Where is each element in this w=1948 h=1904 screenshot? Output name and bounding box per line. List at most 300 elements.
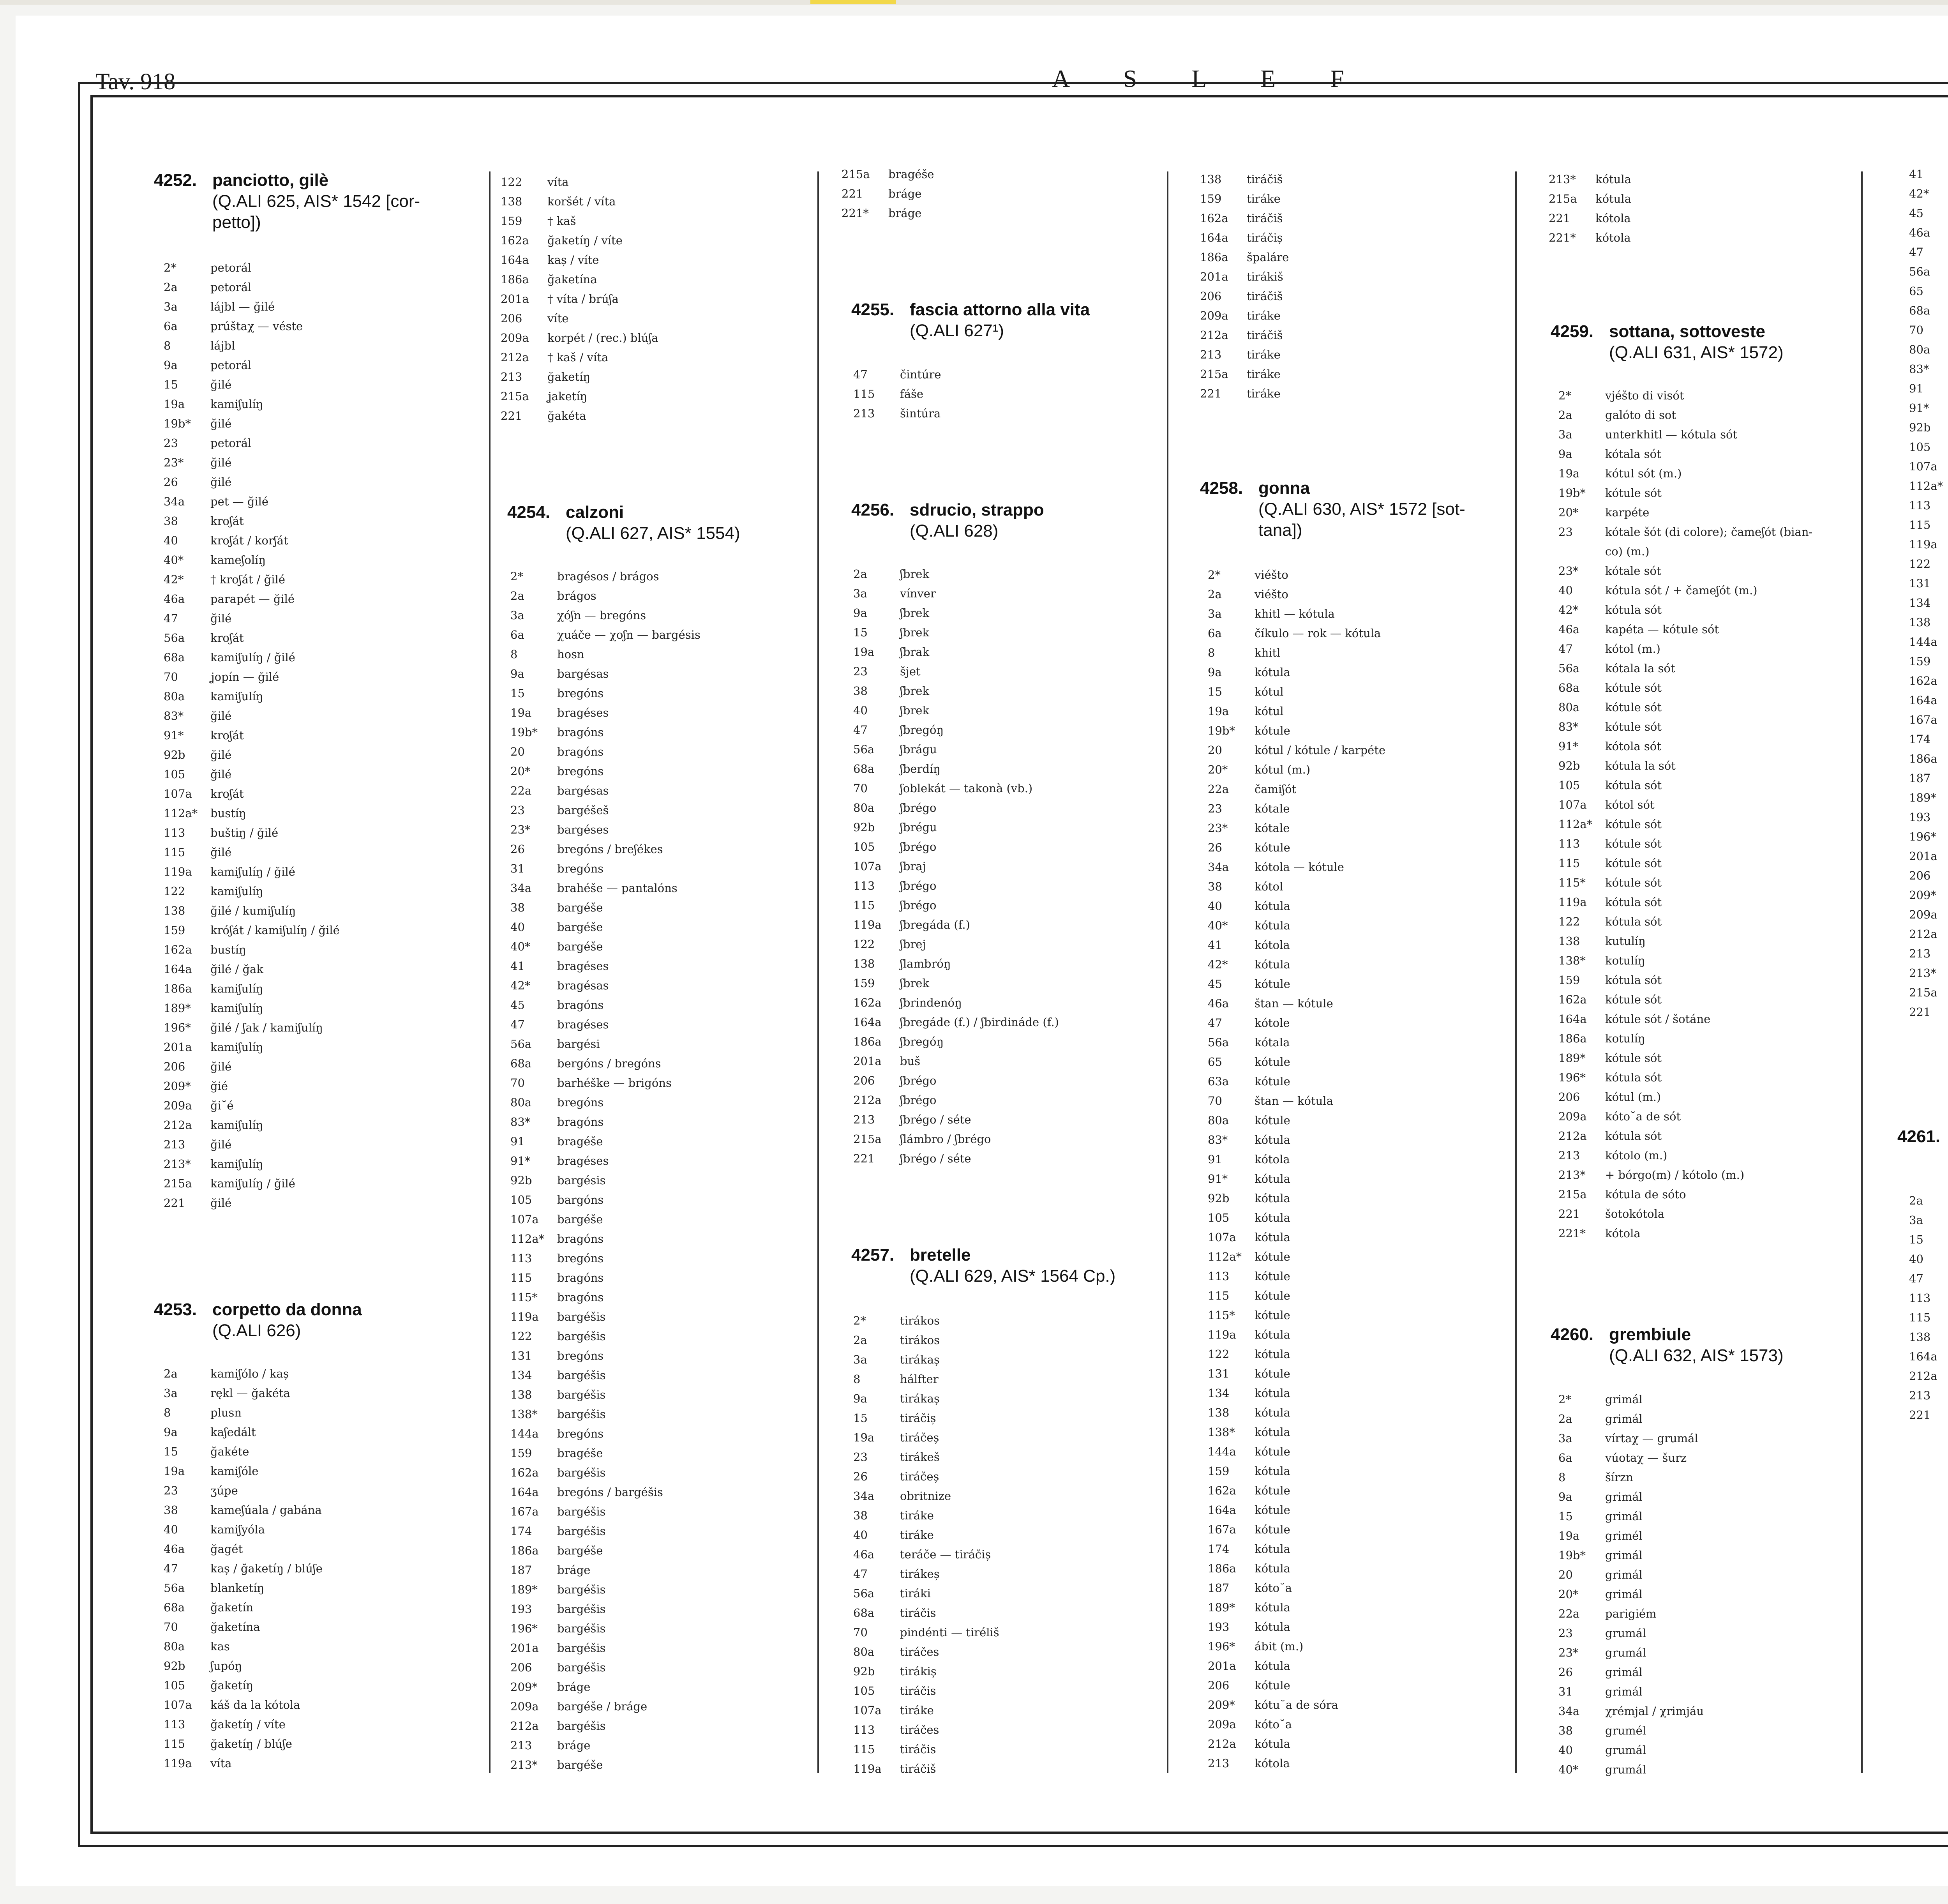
- locality-code: 213: [853, 407, 875, 420]
- dialect-form: bargéšis: [557, 1408, 606, 1421]
- dialect-form: vjéšto di visót: [1605, 389, 1684, 402]
- dialect-form: † kaš: [547, 214, 576, 228]
- entry-row: [1909, 613, 1948, 632]
- locality-code: 213: [1909, 1389, 1931, 1402]
- dialect-form: ʃbrégo / séte: [900, 1113, 971, 1126]
- locality-code: 6a: [164, 320, 178, 333]
- entry-row: [1208, 1305, 1512, 1325]
- locality-code: 15: [853, 626, 868, 639]
- locality-code: 68a: [853, 1606, 875, 1620]
- entry-row: [1558, 1165, 1858, 1185]
- entry-row: [510, 1112, 806, 1132]
- entry-row: [853, 1545, 1165, 1564]
- entry-row: [853, 1701, 1165, 1720]
- entry-row: [842, 184, 1153, 203]
- entry-row: [853, 1408, 1165, 1428]
- locality-code: 159: [164, 924, 185, 937]
- dialect-form: grumél: [1605, 1724, 1646, 1737]
- entry-row: [1909, 418, 1948, 437]
- entry-row: [501, 211, 805, 231]
- entry-row: [1208, 1091, 1512, 1111]
- locality-code: 46a: [1558, 623, 1580, 636]
- entry-row: [164, 842, 475, 862]
- locality-code: 215a: [1549, 192, 1577, 205]
- dialect-form: kótule sót: [1605, 818, 1662, 831]
- entry-row: [853, 681, 1165, 701]
- entry-row: [164, 1520, 475, 1539]
- dialect-form: kótule sót: [1605, 486, 1662, 500]
- entry-row: [164, 511, 475, 531]
- locality-code: 119a: [1909, 538, 1937, 551]
- entry-row: [164, 901, 475, 920]
- dialect-form: ğilé: [210, 1196, 232, 1210]
- dialect-form: ʃbrindenóŋ: [900, 996, 962, 1009]
- locality-code: 9a: [1558, 1490, 1572, 1503]
- locality-code: 187: [1909, 772, 1931, 785]
- locality-code: 115*: [1558, 876, 1586, 889]
- dialect-form: ğilé: [210, 475, 232, 489]
- entry-row: [1909, 788, 1948, 807]
- dialect-form: fáše: [900, 387, 924, 401]
- locality-code: 134: [1208, 1386, 1230, 1400]
- entry-row: [510, 1054, 806, 1073]
- dialect-form: bragéše: [557, 1135, 603, 1148]
- entry-row: [1909, 554, 1948, 574]
- locality-code: 112a*: [1909, 479, 1943, 493]
- locality-code: 213: [1909, 947, 1931, 960]
- entry-row: [1558, 1029, 1858, 1048]
- entry-row: [510, 1482, 806, 1502]
- dialect-form: bargéšis: [557, 1622, 606, 1635]
- locality-code: 2*: [164, 261, 176, 274]
- entry-row: [1208, 1481, 1512, 1500]
- locality-code: 122: [501, 175, 522, 189]
- locality-code: 2a: [1558, 1412, 1572, 1425]
- entry-list: [853, 1311, 1165, 1779]
- dialect-form: parapét — ğilé: [210, 592, 295, 606]
- entry-row: [510, 820, 806, 839]
- locality-code: 40: [1558, 584, 1573, 597]
- locality-code: 3a: [853, 587, 867, 600]
- entry-row: [853, 993, 1165, 1012]
- locality-code: 3a: [853, 1353, 867, 1366]
- dialect-form: kamiʃulíŋ: [210, 1001, 263, 1015]
- locality-code: 215a: [501, 390, 529, 403]
- entry-row: [1558, 1643, 1858, 1662]
- column-rule: [817, 171, 819, 1773]
- dialect-form: kótul (m.): [1255, 763, 1311, 776]
- dialect-form: kaș / víte: [547, 253, 599, 267]
- dialect-form: kótule: [1255, 1250, 1290, 1263]
- entry-row: [510, 1151, 806, 1171]
- dialect-form: kótol (m.): [1605, 642, 1660, 655]
- locality-code: 113: [853, 879, 875, 892]
- dialect-form: kótola: [1595, 231, 1631, 244]
- dialect-form: tiráki: [900, 1587, 931, 1600]
- dialect-form: ʃbrégo: [900, 899, 937, 912]
- dialect-form: ʃbrek: [900, 704, 930, 717]
- entry-row: [853, 1447, 1165, 1467]
- locality-code: 40: [164, 534, 178, 547]
- entry-row: [501, 192, 805, 211]
- dialect-form: co) (m.): [1605, 545, 1650, 558]
- dialect-form: bragésas: [557, 979, 609, 992]
- dialect-form: bragóns: [557, 745, 604, 758]
- dialect-form: bargéšis: [557, 1369, 606, 1382]
- dialect-form: bargéšis: [557, 1524, 606, 1538]
- dialect-form: kapéta — kótule sót: [1605, 623, 1719, 636]
- dialect-form: bargéšis: [557, 1641, 606, 1655]
- entry-row: [1558, 1468, 1858, 1487]
- entry-row: [1558, 464, 1858, 483]
- dialect-form: kótola sót: [1605, 740, 1661, 753]
- dialect-form: kótol: [1255, 880, 1283, 893]
- locality-code: 41: [1909, 168, 1923, 181]
- entry-number: 4261.: [1897, 1127, 1941, 1146]
- dialect-form: kótula: [1255, 1348, 1290, 1361]
- entry-row: [1909, 203, 1948, 223]
- locality-code: 209a: [164, 1099, 192, 1112]
- locality-code: 68a: [510, 1057, 532, 1070]
- locality-code: 193: [510, 1602, 532, 1616]
- locality-code: 186a: [1200, 251, 1228, 264]
- dialect-form: kótula: [1255, 1659, 1290, 1673]
- locality-code: 46a: [1208, 997, 1229, 1010]
- dialect-form: tirákeș: [900, 1567, 940, 1581]
- entry-row: [1909, 515, 1948, 535]
- entry-row: [1909, 924, 1948, 944]
- locality-code: 26: [1558, 1666, 1573, 1679]
- dialect-form: khitl: [1255, 646, 1281, 659]
- column-rule: [1167, 171, 1168, 1773]
- dialect-form: tirákeš: [900, 1450, 940, 1464]
- dialect-form: bargéšis: [557, 1719, 606, 1733]
- dialect-form: ʃbrégo: [900, 801, 937, 814]
- dialect-form: ğilé: [210, 1138, 232, 1151]
- entry-row: [1208, 701, 1512, 721]
- dialect-form: tiráčiš: [900, 1762, 936, 1775]
- entry-number: 4259.: [1551, 322, 1594, 341]
- locality-code: 91*: [510, 1154, 531, 1167]
- entry-row: [853, 857, 1165, 876]
- entry-row: [1558, 1662, 1858, 1682]
- entry-row: [1208, 740, 1512, 760]
- locality-code: 92b: [1558, 759, 1580, 772]
- locality-code: 19a: [853, 1431, 875, 1444]
- dialect-form: bregóns: [557, 687, 604, 700]
- locality-code: 144a: [1208, 1445, 1236, 1458]
- dialect-form: kótula: [1255, 1562, 1290, 1575]
- dialect-form: χrémjal / χrimjáu: [1605, 1704, 1704, 1718]
- locality-code: 26: [1208, 841, 1222, 854]
- dialect-form: kótula: [1255, 1620, 1290, 1634]
- dialect-form: ğilé: [210, 612, 232, 625]
- locality-code: 138: [1558, 934, 1580, 948]
- locality-code: 56a: [164, 1581, 185, 1595]
- locality-code: 107a: [510, 1213, 539, 1226]
- dialect-form: ʃbrégo / séte: [900, 1152, 971, 1165]
- entry-row: [1909, 437, 1948, 457]
- locality-code: 201a: [1208, 1659, 1236, 1673]
- locality-code: 107a: [164, 1698, 192, 1711]
- dialect-form: bráge: [888, 187, 922, 200]
- dialect-form: kótala sót: [1605, 447, 1661, 461]
- dialect-form: kotulíŋ: [1605, 1032, 1645, 1045]
- locality-code: 65: [1208, 1055, 1222, 1069]
- locality-code: 8: [164, 1406, 171, 1419]
- entry-row: [1909, 827, 1948, 846]
- locality-code: 112a*: [1558, 818, 1593, 831]
- locality-code: 2a: [1558, 408, 1572, 422]
- locality-code: 19a: [1558, 1529, 1580, 1542]
- locality-code: 92b: [510, 1174, 532, 1187]
- entry-title: gonna: [1258, 479, 1310, 498]
- locality-code: 213: [1208, 1757, 1230, 1770]
- entry-row: [501, 270, 805, 289]
- locality-code: 209a: [510, 1700, 539, 1713]
- entry-row: [164, 1715, 475, 1734]
- dialect-form: kótula sót: [1605, 1129, 1662, 1143]
- dialect-form: viéšto: [1255, 568, 1288, 581]
- locality-code: 221*: [842, 207, 869, 220]
- locality-code: 92b: [164, 748, 185, 761]
- entry-list: [1208, 565, 1512, 1773]
- dialect-form: kamiʃulíŋ: [210, 885, 263, 898]
- entry-row: [164, 648, 475, 667]
- locality-code: 42*: [1208, 958, 1228, 971]
- locality-code: 196*: [1909, 830, 1936, 843]
- locality-code: 122: [1558, 915, 1580, 928]
- locality-code: 213: [501, 370, 522, 383]
- entry-number: 4257.: [851, 1245, 895, 1265]
- dialect-form: vúotaχ — šurz: [1605, 1451, 1687, 1464]
- locality-code: 221: [164, 1196, 185, 1210]
- entry-row: [853, 384, 1165, 404]
- entry-row: [164, 1578, 475, 1598]
- entry-row: [164, 1174, 475, 1193]
- locality-code: 42*: [1558, 603, 1579, 616]
- entry-list: [164, 1364, 475, 1773]
- locality-code: 122: [1208, 1348, 1230, 1361]
- entry-row: [853, 1759, 1165, 1779]
- entry-row: [164, 959, 475, 979]
- locality-code: 47: [1208, 1016, 1222, 1030]
- dialect-form: pet — ğilé: [210, 495, 269, 508]
- entry-source: (Q.ALI 631, AIS* 1572): [1609, 343, 1784, 362]
- dialect-form: bragéše: [888, 168, 934, 181]
- entry-row: [510, 1443, 806, 1463]
- entry-row: [1200, 286, 1508, 306]
- entry-title: bretelle: [910, 1245, 971, 1265]
- locality-code: 22a: [1558, 1607, 1580, 1620]
- locality-code: 162a: [1558, 993, 1587, 1006]
- dialect-form: hálfter: [900, 1372, 939, 1386]
- dialect-form: kótu˘a de sóra: [1255, 1698, 1338, 1711]
- entry-row: [510, 1404, 806, 1424]
- dialect-form: ʃoblekát — takonà (vb.): [900, 782, 1033, 795]
- entry-list: [510, 567, 806, 1775]
- dialect-form: grimál: [1605, 1490, 1643, 1503]
- entry-row: [164, 1115, 475, 1135]
- locality-code: 107a: [1558, 798, 1587, 811]
- locality-code: 119a: [510, 1310, 539, 1323]
- entry-row: [853, 1428, 1165, 1447]
- locality-code: 221: [842, 187, 863, 200]
- entry-row: [1558, 1721, 1858, 1740]
- locality-code: 80a: [1558, 701, 1580, 714]
- entry-row: [1558, 834, 1858, 853]
- entry-row: [1208, 1578, 1512, 1598]
- locality-code: 187: [1208, 1581, 1230, 1595]
- dialect-form: tiráčiș: [900, 1411, 936, 1425]
- entry-row: [1208, 1734, 1512, 1754]
- locality-code: 112a*: [1208, 1250, 1242, 1263]
- entry-row: [853, 642, 1165, 662]
- dialect-form: rękl — ğakéta: [210, 1386, 290, 1400]
- locality-code: 189*: [1558, 1051, 1586, 1065]
- entry-row: [1208, 623, 1512, 643]
- locality-code: 115: [164, 1737, 185, 1750]
- entry-row: [1208, 1286, 1512, 1305]
- locality-code: 19a: [1558, 467, 1580, 480]
- dialect-form: kótula: [1255, 899, 1290, 913]
- entry-title: fascia attorno alla vita: [910, 300, 1090, 319]
- dialect-form: ğilé: [210, 1060, 232, 1073]
- entry-row: [1558, 659, 1858, 678]
- locality-code: 9a: [853, 1392, 867, 1405]
- entry-row: [853, 1681, 1165, 1701]
- dialect-form: tirákiš: [1247, 270, 1283, 283]
- entry-row: [510, 878, 806, 898]
- entry-row: [1558, 990, 1858, 1009]
- entry-row: [1208, 662, 1512, 682]
- entry-row: [164, 628, 475, 648]
- locality-code: 80a: [853, 1645, 875, 1658]
- entry-row: [1208, 1520, 1512, 1539]
- entry-row: [510, 625, 806, 645]
- locality-code: 113: [164, 826, 185, 839]
- dialect-form: kótule: [1255, 1114, 1290, 1127]
- entry-row: [510, 1424, 806, 1443]
- entry-row: [853, 1090, 1165, 1110]
- entry-row: [1558, 1623, 1858, 1643]
- locality-code: 26: [510, 842, 525, 856]
- locality-code: 91: [1909, 382, 1923, 395]
- locality-code: 107a: [1208, 1231, 1236, 1244]
- locality-code: 112a*: [510, 1232, 545, 1245]
- locality-code: 9a: [164, 359, 178, 372]
- dialect-form: bregóns / breʃékes: [557, 842, 663, 856]
- dialect-form: kótula: [1255, 1231, 1290, 1244]
- entry-row: [1909, 1249, 1948, 1269]
- dialect-form: kótule: [1255, 1270, 1290, 1283]
- entry-row: [842, 203, 1153, 223]
- entry-row: [510, 1034, 806, 1054]
- dialect-form: kótula: [1255, 1464, 1290, 1478]
- entry-row: [510, 1326, 806, 1346]
- entry-row: [164, 1734, 475, 1754]
- entry-row: [510, 1288, 806, 1307]
- entry-row: [853, 876, 1165, 895]
- entry-row: [164, 1461, 475, 1481]
- entry-row: [853, 1051, 1165, 1071]
- entry-row: [164, 881, 475, 901]
- dialect-form: bargéše: [557, 1758, 603, 1772]
- dialect-form: kótola: [1255, 938, 1290, 952]
- entry-title: calzoni: [566, 503, 624, 522]
- locality-code: 41: [1208, 938, 1222, 952]
- entry-row: [1909, 671, 1948, 691]
- entry-list: [842, 164, 1153, 223]
- entry-row: [164, 1422, 475, 1442]
- locality-code: 115*: [1208, 1309, 1235, 1322]
- entry-row: [1558, 951, 1858, 970]
- dialect-form: kaʃedált: [210, 1425, 256, 1439]
- entry-row: [1558, 425, 1858, 444]
- dialect-form: tirákaș: [900, 1353, 940, 1366]
- locality-code: 19a: [164, 397, 185, 411]
- dialect-form: ğilé / ʃak / kamiʃulíŋ: [210, 1021, 323, 1034]
- dialect-form: kótula sót: [1605, 779, 1662, 792]
- dialect-form: víta: [210, 1757, 232, 1770]
- locality-code: 138: [1909, 1330, 1931, 1344]
- entry-row: [1909, 1308, 1948, 1327]
- locality-code: 201a: [853, 1054, 882, 1068]
- locality-code: 70: [164, 670, 178, 684]
- dialect-form: bragóns: [557, 1271, 604, 1284]
- entry-row: [1558, 1545, 1858, 1565]
- locality-code: 20: [1208, 744, 1222, 757]
- dialect-form: kótula: [1255, 919, 1290, 932]
- entry-row: [164, 784, 475, 804]
- dialect-form: tiráčis: [900, 1684, 936, 1697]
- entry-row: [1909, 1230, 1948, 1249]
- dialect-form: tiráčis: [900, 1743, 936, 1756]
- dialect-form: víte: [547, 312, 569, 325]
- locality-code: 38: [164, 514, 178, 528]
- entry-row: [164, 1676, 475, 1695]
- locality-code: 144a: [510, 1427, 539, 1440]
- dialect-form: χóʃn — bregóns: [557, 609, 646, 622]
- locality-code: 215a: [842, 168, 870, 181]
- locality-code: 196*: [164, 1021, 191, 1034]
- locality-code: 107a: [853, 1704, 882, 1717]
- dialect-form: ʃbrágu: [900, 743, 937, 756]
- entry-list: [1558, 1390, 1858, 1779]
- dialect-form: bargéses: [557, 823, 609, 836]
- entry-row: [510, 1385, 806, 1404]
- locality-code: 46a: [1909, 226, 1930, 239]
- entry-row: [164, 1481, 475, 1500]
- entry-row: [1208, 721, 1512, 740]
- entry-row: [1208, 799, 1512, 818]
- locality-code: 70: [853, 1626, 868, 1639]
- entry-row: [1200, 228, 1508, 247]
- dialect-form: bergóns / bregóns: [557, 1057, 661, 1070]
- dialect-form: kótale: [1255, 802, 1290, 815]
- dialect-form: kótule: [1255, 1075, 1290, 1088]
- scan-edge: [0, 0, 1948, 5]
- locality-code: 2a: [164, 281, 178, 294]
- dialect-form: kamiʃulíŋ: [210, 1157, 263, 1171]
- entry-row: [510, 781, 806, 800]
- dialect-form: bargéšis: [557, 1388, 606, 1401]
- page-label: Tav. 918: [95, 69, 176, 94]
- entry-row: [510, 684, 806, 703]
- dialect-form: ʃbrek: [900, 977, 930, 990]
- locality-code: 144a: [1909, 635, 1937, 648]
- dialect-form: číkulo — rok — kótula: [1255, 627, 1381, 640]
